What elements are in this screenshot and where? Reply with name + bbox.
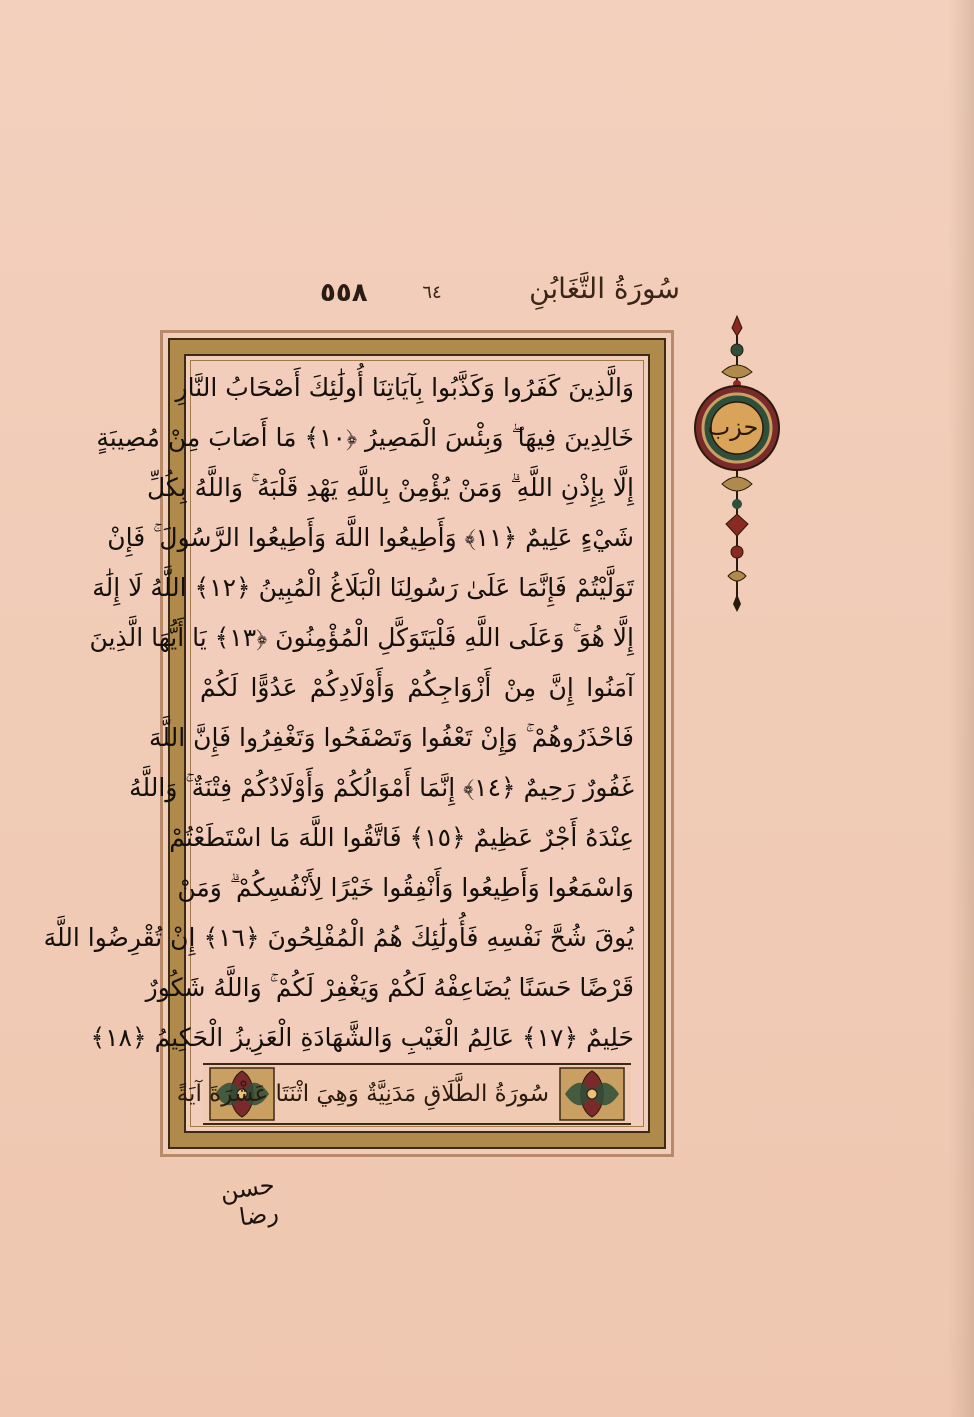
- text-line: وَالَّذِينَ كَفَرُوا وَكَذَّبُوا بِآيَاتِنَا أُولَٰئِكَ أَصْحَابُ النَّارِ: [175, 373, 634, 402]
- page-header: [320, 268, 680, 320]
- text-line: فَاحْذَرُوهُمْ ۚ وَإِنْ تَعْفُوا وَتَصْفَحُوا وَتَغْفِرُوا فَإِنَّ اللَّهَ: [148, 723, 634, 752]
- surah-number: ٦٤: [422, 282, 442, 303]
- text-line: آمَنُوا إِنَّ مِنْ أَزْوَاجِكُمْ وَأَوْلَادِكُمْ عَدُوًّا لَكُمْ: [200, 673, 634, 702]
- text-line: تَوَلَّيْتُمْ فَإِنَّمَا عَلَىٰ رَسُولِنَا الْبَلَاغُ الْمُبِينُ ﴿١٢﴾ اللَّهُ لَا إِلَٰهَ: [92, 573, 634, 602]
- text-line: قَرْضًا حَسَنًا يُضَاعِفْهُ لَكُمْ وَيَغْفِرْ لَكُمْ ۚ وَاللَّهُ شَكُورٌ: [145, 973, 634, 1002]
- text-line: إِلَّا بِإِذْنِ اللَّهِ ۗ وَمَنْ يُؤْمِنْ بِاللَّهِ يَهْدِ قَلْبَهُ ۚ وَاللَّهُ بِكُلِّ: [147, 473, 634, 502]
- text-line: إِلَّا هُوَ ۚ وَعَلَى اللَّهِ فَلْيَتَوَكَّلِ الْمُؤْمِنُونَ ﴿١٣﴾ يَا أَيُّهَا الَّذِينَ: [89, 623, 634, 652]
- arabesque-ornament-icon: [559, 1067, 625, 1121]
- text-line: عِنْدَهُ أَجْرٌ عَظِيمٌ ﴿١٥﴾ فَاتَّقُوا اللَّهَ مَا اسْتَطَعْتُمْ: [169, 823, 634, 852]
- text-line: وَاسْمَعُوا وَأَطِيعُوا وَأَنْفِقُوا خَيْرًا لِأَنْفُسِكُمْ ۗ وَمَنْ: [177, 873, 634, 902]
- hizb-marker-ornament-icon: [682, 314, 792, 614]
- surah-title: سُورَةُ التَّغَابُنِ: [529, 272, 680, 305]
- text-line: خَالِدِينَ فِيهَا ۖ وَبِئْسَ الْمَصِيرُ ﴿١٠﴾ مَا أَصَابَ مِنْ مُصِيبَةٍ: [96, 423, 634, 452]
- text-line: يُوقَ شُحَّ نَفْسِهِ فَأُولَٰئِكَ هُمُ الْمُفْلِحُونَ ﴿١٦﴾ إِنْ تُقْرِضُوا اللَّهَ: [43, 923, 634, 952]
- page-number: ٥٥٨: [320, 278, 368, 308]
- text-line: حَلِيمٌ ﴿١٧﴾ عَالِمُ الْغَيْبِ وَالشَّهَادَةِ الْعَزِيزُ الْحَكِيمُ ﴿١٨﴾: [90, 1023, 634, 1052]
- surah-heading-text: سُورَةُ الطَّلَاقِ مَدَنِيَّةٌ وَهِيَ اثْنَتَا عَشْرَةَ آيَةً: [176, 1081, 549, 1107]
- calligrapher-signature: حسن رضا: [218, 1170, 281, 1232]
- surah-heading-banner: [176, 1063, 631, 1125]
- text-line: شَيْءٍ عَلِيمٌ ﴿١١﴾ وَأَطِيعُوا اللَّهَ وَأَطِيعُوا الرَّسُولَ ۚ فَإِنْ: [107, 523, 634, 552]
- text-line: غَفُورٌ رَحِيمٌ ﴿١٤﴾ إِنَّمَا أَمْوَالُكُمْ وَأَوْلَادُكُمْ فِتْنَةٌ ۚ وَاللَّهُ: [129, 773, 634, 802]
- hizb-label: حزب: [707, 413, 759, 441]
